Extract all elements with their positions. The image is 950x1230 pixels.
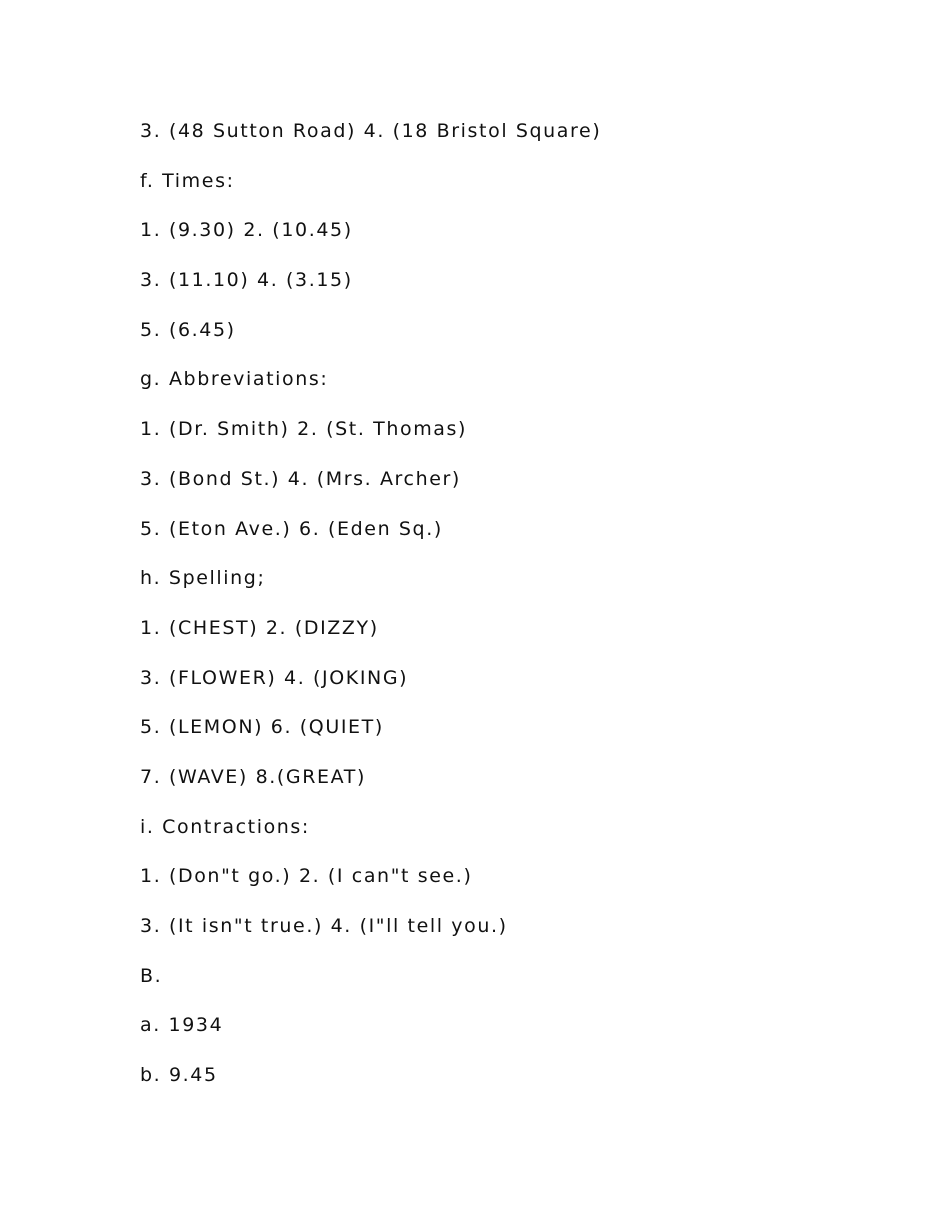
text-line: 1. (Don"t go.) 2. (I can"t see.) — [140, 865, 473, 888]
document-body — [140, 113, 900, 1107]
text-line: 5. (6.45) — [140, 318, 236, 341]
section-heading: g. Abbreviations: — [140, 368, 329, 391]
section-heading: i. Contractions: — [140, 815, 310, 838]
text-line: 3. (48 Sutton Road) 4. (18 Bristol Square) — [140, 120, 602, 142]
text-line: 7. (WAVE) 8.(GREAT) — [140, 765, 366, 788]
section-heading: h. Spelling; — [140, 567, 266, 590]
text-line: 1. (CHEST) 2. (DIZZY) — [140, 616, 379, 639]
text-line: 3. (FLOWER) 4. (JOKING) — [140, 666, 409, 689]
section-heading: B. — [140, 964, 163, 987]
text-line: 1. (Dr. Smith) 2. (St. Thomas) — [140, 418, 468, 441]
text-line: b. 9.45 — [140, 1064, 218, 1087]
text-line: a. 1934 — [140, 1014, 224, 1037]
text-line: 5. (LEMON) 6. (QUIET) — [140, 716, 384, 739]
text-line: 3. (It isn"t true.) 4. (I"ll tell you.) — [140, 915, 508, 937]
text-line: 1. (9.30) 2. (10.45) — [140, 219, 353, 242]
text-line: 3. (11.10) 4. (3.15) — [140, 269, 353, 292]
section-heading: f. Times: — [140, 169, 235, 192]
text-line: 3. (Bond St.) 4. (Mrs. Archer) — [140, 467, 461, 490]
text-line: 5. (Eton Ave.) 6. (Eden Sq.) — [140, 517, 443, 540]
